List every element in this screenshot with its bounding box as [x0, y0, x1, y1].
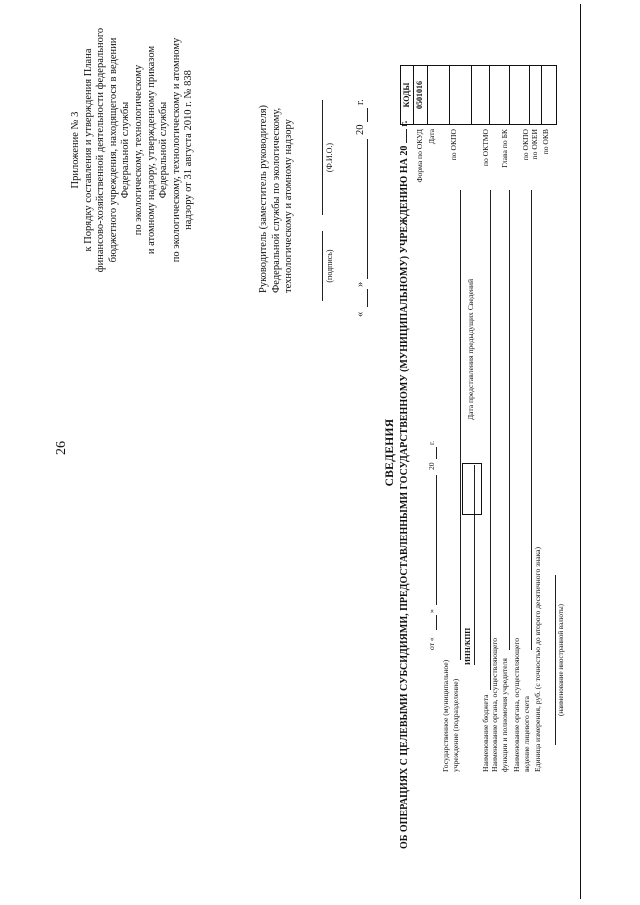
appendix-line: по экологическому, технологическому и атомному: [170, 37, 182, 263]
codes-header: КОДЫ: [401, 66, 414, 124]
document-subtitle: [397, 121, 410, 849]
label-okv: по ОКВ: [541, 129, 550, 155]
appendix-line: Приложение № 3: [70, 111, 81, 189]
label-okpo: по ОКПО: [449, 129, 458, 161]
signature-line: [322, 231, 323, 301]
budget-field-line: [490, 190, 491, 690]
approval-day-line: [367, 289, 368, 307]
label-treasury-line: Наименование органа, осуществляющего: [512, 637, 521, 772]
label-institution: [441, 660, 461, 772]
date-month-line: [436, 475, 437, 605]
appendix-line: финансово-хозяйственной деятельности федерального: [95, 27, 107, 273]
codes-cell-date: [427, 66, 428, 124]
label-okpo-2: по ОКПО: [521, 129, 530, 161]
institution-field-line: [460, 190, 461, 660]
approval-line: Руководитель (заместитель руководителя): [258, 104, 269, 293]
inn-kpp-box[interactable]: [462, 463, 482, 515]
codes-cell-oktmo: [489, 66, 490, 124]
codes-cell-okei: [541, 66, 542, 124]
date-day-line: [436, 615, 437, 630]
approval-block: [258, 23, 296, 293]
document-subtitle-text: ОБ ОПЕРАЦИЯХ С ЦЕЛЕВЫМИ СУБСИДИЯМИ, ПРЕДОСТАВЛЕННЫМИ ГОСУДАРСТВЕННОМУ (МУНИЦИПАЛЬНОМУ) УЧРЕЖДЕНИЮ НА 20: [399, 145, 410, 849]
date-mid: »: [427, 609, 436, 613]
label-glava-bk: Глава по БК: [500, 129, 509, 168]
codes-okud-value: 0501016: [415, 81, 424, 109]
bottom-rule: [580, 4, 581, 899]
label-oktmo: по ОКТМО: [481, 129, 490, 167]
appendix-block: [70, 0, 196, 300]
codes-cell-glava: [509, 66, 510, 124]
label-date-prev: Дата представления предыдущих Сведений: [466, 278, 475, 420]
label-treasury: [512, 638, 532, 772]
approval-month-line: [367, 139, 368, 279]
label-budget: Наименование бюджета: [481, 694, 490, 772]
label-organ: [490, 638, 510, 772]
codes-cell-okpo-2: [529, 66, 530, 124]
signature-caption: (подпись): [325, 249, 334, 283]
label-institution-line: учреждение (подразделение): [451, 678, 460, 772]
approval-year-line: [367, 108, 368, 122]
label-organ-line: Наименование органа, осуществляющего: [490, 637, 499, 772]
date-suffix: г.: [427, 440, 436, 445]
date-from: от «: [427, 637, 436, 650]
approval-date-open: «: [355, 311, 366, 317]
date-year-line: [436, 447, 437, 459]
appendix-line: Федеральной службы: [158, 101, 170, 199]
approval-date-year: 20: [355, 124, 366, 135]
label-organ-line: функции и полномочия учредителя: [500, 658, 509, 772]
currency-caption: (наименование иностранной валюты): [557, 604, 565, 716]
label-inn-kpp: ИНН/КПП: [463, 627, 472, 665]
codes-cell-okpo: [449, 66, 450, 124]
codes-table: [400, 65, 557, 125]
approval-date-suffix: г.: [355, 99, 366, 105]
document-heading: СВЕДЕНИЯ: [384, 418, 396, 487]
appendix-line: к Порядку составления и утверждения Плана: [82, 48, 94, 252]
label-form-okud: Форма по ОКУД: [415, 129, 424, 183]
codes-cell-date-prev: [471, 66, 472, 124]
appendix-line: бюджетного учреждения, находящегося в ведении: [107, 37, 119, 263]
currency-field-line: [555, 575, 556, 745]
approval-line: Федеральной службы по экологическому,: [270, 107, 282, 293]
label-date: Дата: [427, 129, 436, 145]
subtitle-year-blank: [397, 129, 407, 143]
approval-date-mid: »: [355, 281, 366, 287]
organ-field-line: [509, 190, 510, 650]
name-caption: (Ф.И.О.): [325, 142, 334, 173]
treasury-field-line: [531, 190, 532, 650]
name-line: [322, 100, 323, 215]
appendix-line: Федеральной службы: [120, 101, 132, 199]
label-treasury-line: ведение лицевого счета: [522, 696, 531, 772]
document-subtitle-suffix: г.: [399, 120, 410, 127]
page-number: 26: [54, 441, 69, 455]
date-year: 20: [427, 462, 436, 470]
label-unit: Единица измерения, руб. (с точностью до второго десятичного знака): [533, 546, 542, 772]
appendix-line: надзору от 31 августа 2010 г. № 838: [183, 70, 195, 230]
appendix-line: и атомному надзору, утвержденному приказом: [145, 45, 157, 255]
label-okei: по ОКЕИ: [530, 129, 539, 160]
appendix-line: по экологическому, технологическому: [132, 64, 144, 236]
approval-line: технологическому и атомному надзору: [283, 119, 295, 293]
label-institution-line: Государственное (муниципальное): [441, 659, 450, 772]
